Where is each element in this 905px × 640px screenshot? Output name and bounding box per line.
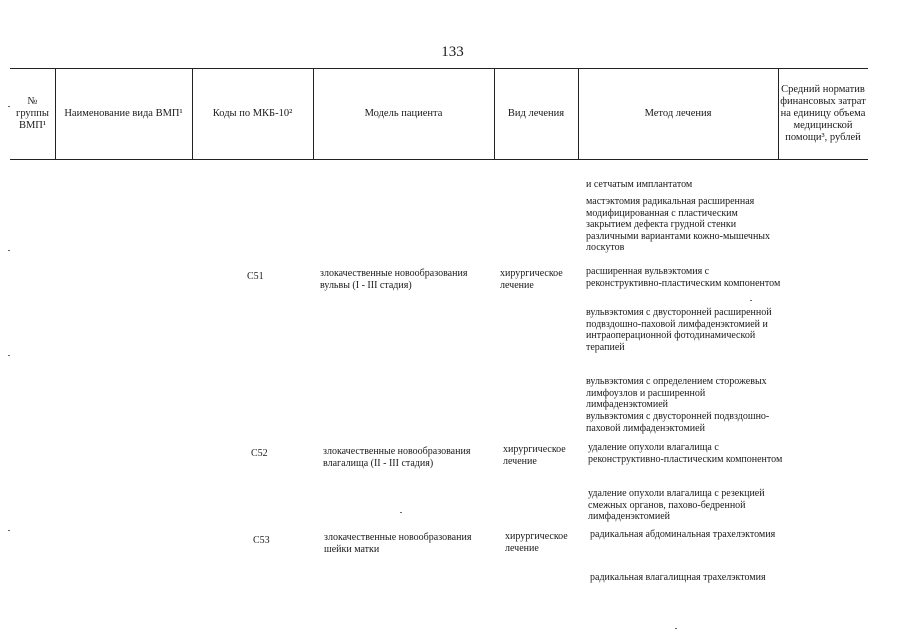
header-group: № группы ВМП¹ [16,96,49,131]
header-method: Метод лечения [644,108,712,119]
method-text: вульвэктомия с двусторонней подвздошно-паховой лимфаденэктомией [586,411,770,434]
treatment-type: хирургическое лечение [503,444,566,467]
method-text: и сетчатым имплантатом [586,179,693,190]
scan-speck [400,512,402,513]
patient-model: злокачественные новообразования шейки матки [324,532,472,555]
method-text: мастэктомия радикальная расширенная модифицированная с пластическим закрытием дефекта грудной стенки различными вариантами кожно-мышечных лоскутов [586,196,771,253]
scan-speck [8,530,10,531]
icd-code: C52 [251,448,268,459]
scan-speck [8,106,10,107]
method-text: радикальная влагалищная трахелэктомия [590,572,766,583]
treatment-type: хирургическое лечение [505,531,568,554]
method-text: радикальная абдоминальная трахелэктомия [590,529,776,540]
method-text: вульвэктомия с определением сторожевых лимфоузлов и расширенной лимфаденэктомией [586,376,767,410]
header-name: Наименование вида ВМП¹ [64,108,183,119]
icd-code: C51 [247,271,264,282]
patient-model: злокачественные новообразования вульвы (I - III стадия) [320,268,468,291]
scan-speck [750,300,752,301]
scan-speck [8,250,10,251]
scan-speck [675,628,677,629]
treatment-type: хирургическое лечение [500,268,563,291]
patient-model: злокачественные новообразования влагалища (II - III стадия) [323,446,471,469]
scan-speck [8,355,10,356]
header-cost: Средний норматив финансовых затрат на единицу объема медицинской помощи³, рублей [780,84,866,143]
page-number: 133 [441,44,464,60]
method-text: расширенная вульвэктомия с реконструктивно-пластическим компонентом [586,266,781,289]
header-treatment: Вид лечения [507,108,565,119]
header-codes: Коды по МКБ-10² [212,108,293,119]
method-text: удаление опухоли влагалища с реконструктивно-пластическим компонентом [588,442,783,465]
method-text: удаление опухоли влагалища с резекцией смежных органов, пахово-бедренной лимфаденэктомией [588,488,765,522]
icd-code: C53 [253,535,270,546]
method-text: вульвэктомия с двусторонней расширенной подвздошно-паховой лимфаденэктомией и интраоперационной фотодинамической терапией [586,307,772,353]
table-header [10,68,868,160]
header-model: Модель пациента [364,108,443,119]
